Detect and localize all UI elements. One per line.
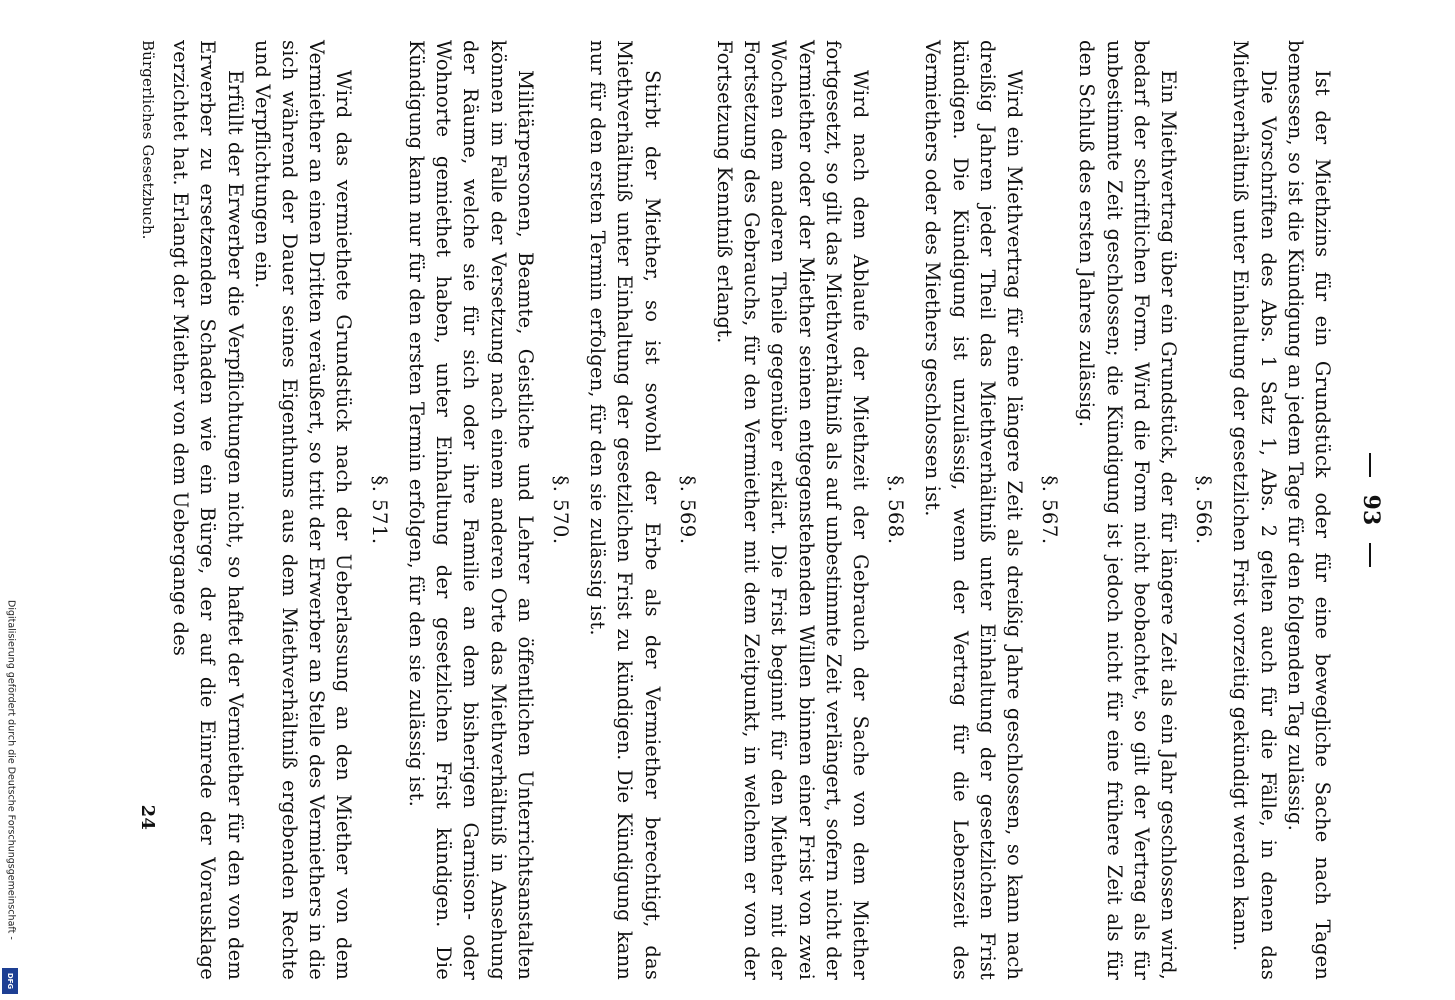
paragraph: Wird nach dem Ablaufe der Miethzeit der Gebrauch der Sache von dem Miether fortgesetzt, so gilt das Miethverhältniß als auf unbestimmte Zeit verlängert, sofern nicht der Vermiether oder der Miether seinen entgegenstehenden Willen binnen einer Frist von zwei Wochen dem anderen Theile gegenüber erklärt. Die Frist beginnt für den Miether mit der Fortsetzung des Gebrauchs, für den Vermiether mit dem Zeitpunkt, in welchem er von der Fortsetzung Kenntniß erlangt. xyxy=(712,40,872,980)
page-number: 93 xyxy=(1357,494,1384,526)
header-dash-left xyxy=(1369,453,1371,477)
paragraph: Die Vorschriften des Abs. 1 Satz 1, Abs. 2 gelten auch für die Fälle, in denen das Miethverhältniß unter Einhaltung der gesetzlichen Frist vorzeitig gekündigt werden kann. xyxy=(1229,40,1280,980)
dfg-logo xyxy=(2,968,18,994)
section-heading: §. 569. xyxy=(675,475,699,545)
paragraph: Wird ein Miethvertrag für eine längere Zeit als dreißig Jahre geschlossen, so kann nach dreißig Jahren jeder Theil das Miethverhältniß unter Einhaltung der gesetzlichen Frist kündigen. Die Kündigung ist unzulässig, wenn der Vertrag für die Lebenszeit des Vermiethers oder des Miethers geschlossen ist. xyxy=(921,40,1026,980)
footer-book-title: Bürgerliches Gesetzbuch. xyxy=(139,40,158,240)
section-heading: §. 567. xyxy=(1038,475,1062,545)
paragraph: Ein Miethvertrag über ein Grundstück, der für längere Zeit als ein Jahr geschlossen wird, bedarf der schriftlichen Form. Wird die Form nicht beobachtet, so gilt der Vertrag als für unbestimmte Zeit geschlossen; die Kündigung ist jedoch nicht für eine frühere Zeit als für den Schluß des ersten Jahres zulässig. xyxy=(1075,40,1180,980)
signature-mark: 24 xyxy=(137,804,159,830)
page-footer xyxy=(134,40,161,980)
paragraph: Stirbt der Miether, so ist sowohl der Erbe als der Vermiether berechtigt, das Miethverhältniß unter Einhaltung der gesetzlichen Frist zu kündigen. Die Kündigung kann nur für den ersten Termin erfolgen, für den sie zulässig ist. xyxy=(586,40,664,980)
funding-note: Digitalisierung gefördert durch die Deutsche Forschungsgemeinschaft - xyxy=(5,600,17,940)
page-header xyxy=(1350,40,1390,980)
section-heading: §. 568. xyxy=(884,475,908,545)
section-heading: §. 566. xyxy=(1192,475,1216,545)
dfg-logo-text: DFG xyxy=(6,972,14,990)
paragraph: Erfüllt der Erwerber die Verpflichtungen nicht, so haftet der Vermiether für den von dem Erwerber zu ersetzenden Schaden wie ein Bürge, der auf die Einrede der Vorausklage verzichtet hat. Erlangt der Miether von dem Uebergange des xyxy=(169,40,247,980)
paragraph: Wird das vermiethete Grundstück nach der Ueberlassung an den Miether von dem Vermiether an einen Dritten veräußert, so tritt der Erwerber an Stelle des Vermiethers in die sich während der Dauer seines Eigenthums aus dem Miethverhältniß ergebenden Rechte und Verpflichtungen ein. xyxy=(250,40,356,980)
document-page xyxy=(100,40,1390,980)
section-heading: §. 571. xyxy=(367,475,391,545)
funding-strip xyxy=(0,0,22,1000)
paragraph: Militärpersonen, Beamte, Geistliche und Lehrer an öffentlichen Unterrichtsanstalten können im Falle der Versetzung nach einem anderen Orte das Miethverhältniß in Ansehung der Räume, welche sie für sich oder ihre Familie an dem bisherigen Garnison- oder Wohnorte gemiethet haben, unter Einhaltung der gesetzlichen Frist kündigen. Die Kündigung kann nur für den ersten Termin erfolgen, für den sie zulässig ist. xyxy=(404,40,537,980)
paragraph: Ist der Miethzins für ein Grundstück oder für eine bewegliche Sache nach Tagen bemessen, so ist die Kündigung an jedem Tage für den folgenden Tag zulässig. xyxy=(1283,40,1334,980)
section-heading: §. 570. xyxy=(548,475,572,545)
header-dash-right xyxy=(1369,543,1371,567)
